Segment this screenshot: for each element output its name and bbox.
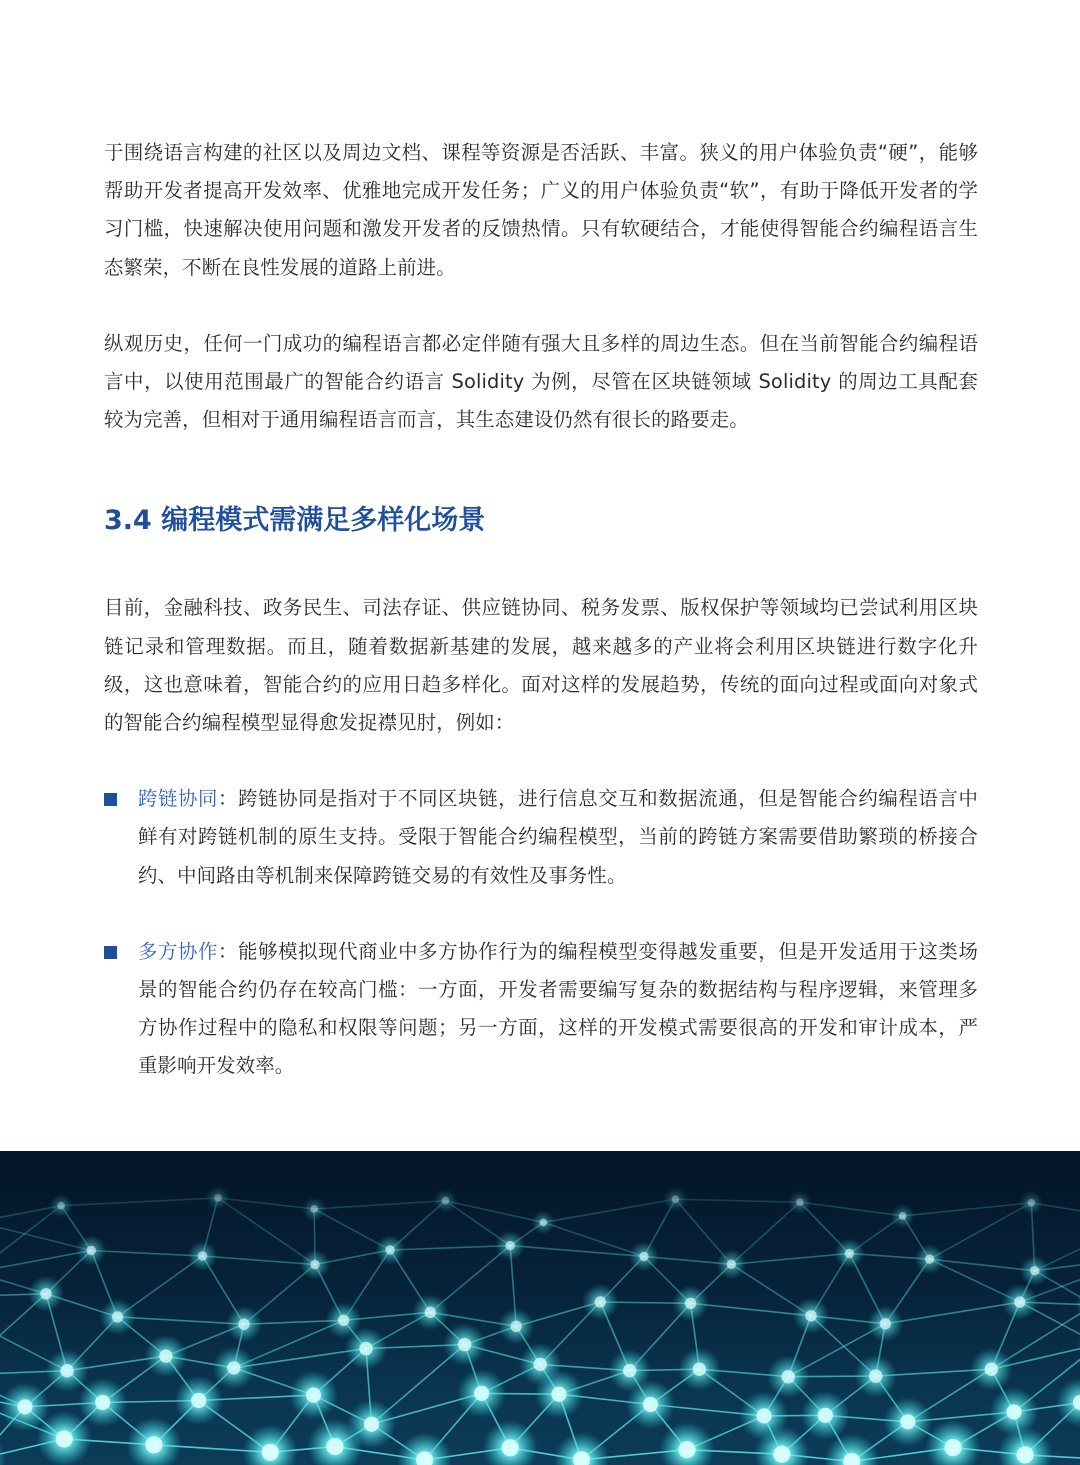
network-node — [95, 1395, 110, 1410]
bullet-text: 跨链协同是指对于不同区块链，进行信息交互和数据流通，但是智能合约编程语言中鲜有对跨链机制的原生支持。受限于智能合约编程模型，当前的跨链方案需要借助繁琐的桥接合约、中间路由等机制来保障跨链交易的有效性及事务性。 — [138, 787, 978, 887]
network-node — [727, 1260, 736, 1269]
network-node — [310, 1260, 319, 1269]
network-node — [643, 1397, 658, 1412]
bullet-item-cross-chain — [104, 780, 978, 895]
network-node — [818, 1408, 833, 1423]
network-mesh-banner — [0, 1151, 1080, 1465]
section-heading: 3.4 编程模式需满足多样化场景 — [104, 505, 486, 537]
square-bullet-icon — [104, 793, 117, 806]
network-node — [1017, 1446, 1034, 1463]
network-node — [262, 1444, 279, 1461]
network-node — [227, 1361, 240, 1374]
network-link — [885, 1302, 1020, 1324]
page-content — [104, 134, 978, 1086]
network-node — [458, 1338, 471, 1351]
network-node — [639, 1252, 648, 1261]
network-node — [1014, 1296, 1025, 1307]
network-node — [551, 1387, 566, 1402]
network-node — [502, 1439, 519, 1456]
network-node — [900, 1414, 915, 1429]
network-node — [238, 1319, 249, 1330]
network-node — [805, 1310, 816, 1321]
network-node — [425, 1307, 436, 1318]
network-node — [112, 1311, 123, 1322]
network-link — [390, 1246, 510, 1250]
paragraph-ecosystem-history: 纵观历史，任何一门成功的编程语言都必定伴随有强大且多样的周边生态。但在当前智能合约编程语言中，以使用范围最广的智能合约语言 Solidity 为例，尽管在区块链领域 Solidity 的周边工具配套较为完善，但相对于通用编程语言而言，其生态建设仍然有很长的路要走。 — [104, 331, 978, 432]
network-node — [511, 1321, 522, 1332]
network-node — [869, 1369, 882, 1382]
network-link — [91, 1251, 202, 1257]
network-node — [359, 1342, 372, 1355]
network-node — [1030, 1266, 1039, 1275]
network-link — [118, 1317, 245, 1324]
square-bullet-icon — [104, 946, 117, 959]
network-node — [326, 1438, 343, 1455]
network-link — [510, 1246, 644, 1257]
paragraph-user-experience: 于围绕语言构建的社区以及周边文档、课程等资源是否活跃、丰富。狭义的用户体验负责“硬”，能够帮助开发者提高开发效率、优雅地完成开发任务；广义的用户体验负责“软”，有助于降低开发者的学习门槛，快速解决使用问题和激发开发者的反馈热情。只有软硬结合，才能使得智能合约编程语言生态繁荣，不断在良性发展的道路上前进。 — [104, 141, 978, 279]
network-node — [595, 1296, 606, 1307]
bullet-separator: ： — [218, 939, 239, 963]
network-node — [198, 1251, 207, 1260]
network-node — [685, 1298, 696, 1309]
network-node — [60, 1364, 73, 1377]
network-node — [623, 1364, 636, 1377]
network-node — [159, 1349, 172, 1362]
network-node — [534, 1358, 547, 1371]
network-link — [930, 1259, 1035, 1271]
network-node — [693, 1363, 706, 1376]
network-node — [1006, 1404, 1021, 1419]
network-link — [203, 1256, 316, 1265]
paragraph-diverse-scenarios: 目前，金融科技、政务民生、司法存证、供应链协同、税务发票、版权保护等领域均已尝试利用区块链记录和管理数据。而且，随着数据新基建的发展，越来越多的产业将会利用区块链进行数字化升级，这也意味着，智能合约的应用日趋多样化。面对这样的发展趋势，传统的面向过程或面向对象式的智能合约编程模型显得愈发捉襟见肘，例如： — [104, 596, 978, 735]
bullet-item-multi-party — [104, 933, 978, 1086]
bullet-separator: ： — [218, 787, 239, 811]
network-node — [925, 1255, 934, 1264]
network-node — [385, 1245, 394, 1254]
network-node — [306, 1388, 321, 1403]
network-node — [678, 1441, 695, 1458]
bullet-term: 多方协作 — [138, 939, 219, 963]
network-node — [756, 1408, 771, 1423]
network-mesh-illustration — [0, 1151, 1080, 1465]
network-node — [880, 1318, 891, 1329]
network-node — [782, 1370, 795, 1383]
bullet-term: 跨链协同 — [138, 787, 219, 811]
network-node — [985, 1363, 998, 1376]
network-node — [87, 1246, 96, 1255]
network-node-glow — [0, 1432, 6, 1465]
network-nodes — [0, 1186, 1080, 1465]
network-node — [945, 1439, 962, 1456]
network-link — [543, 1222, 644, 1256]
network-node — [191, 1393, 206, 1408]
network-node — [474, 1386, 489, 1401]
network-node — [145, 1436, 162, 1453]
bullet-text: 能够模拟现代商业中多方协作行为的编程模型变得越发重要，但是开发适用于这类场景的智能合约仍存在较高门槛：一方面，开发者需要编写复杂的数据结构与程序逻辑，来管理多方协作过程中的隐私和权限等问题；另一方面，这样的开发模式需要很高的开发和审计成本，严重影响开发效率。 — [138, 939, 978, 1078]
network-node — [845, 1249, 854, 1258]
network-node — [40, 1288, 51, 1299]
network-node — [17, 1399, 32, 1414]
network-link — [731, 1253, 849, 1264]
network-node — [773, 1446, 790, 1463]
network-node — [506, 1241, 515, 1250]
network-node — [364, 1417, 379, 1432]
network-node — [56, 1430, 73, 1447]
network-node — [338, 1315, 349, 1326]
network-node-glow — [1076, 1287, 1080, 1323]
